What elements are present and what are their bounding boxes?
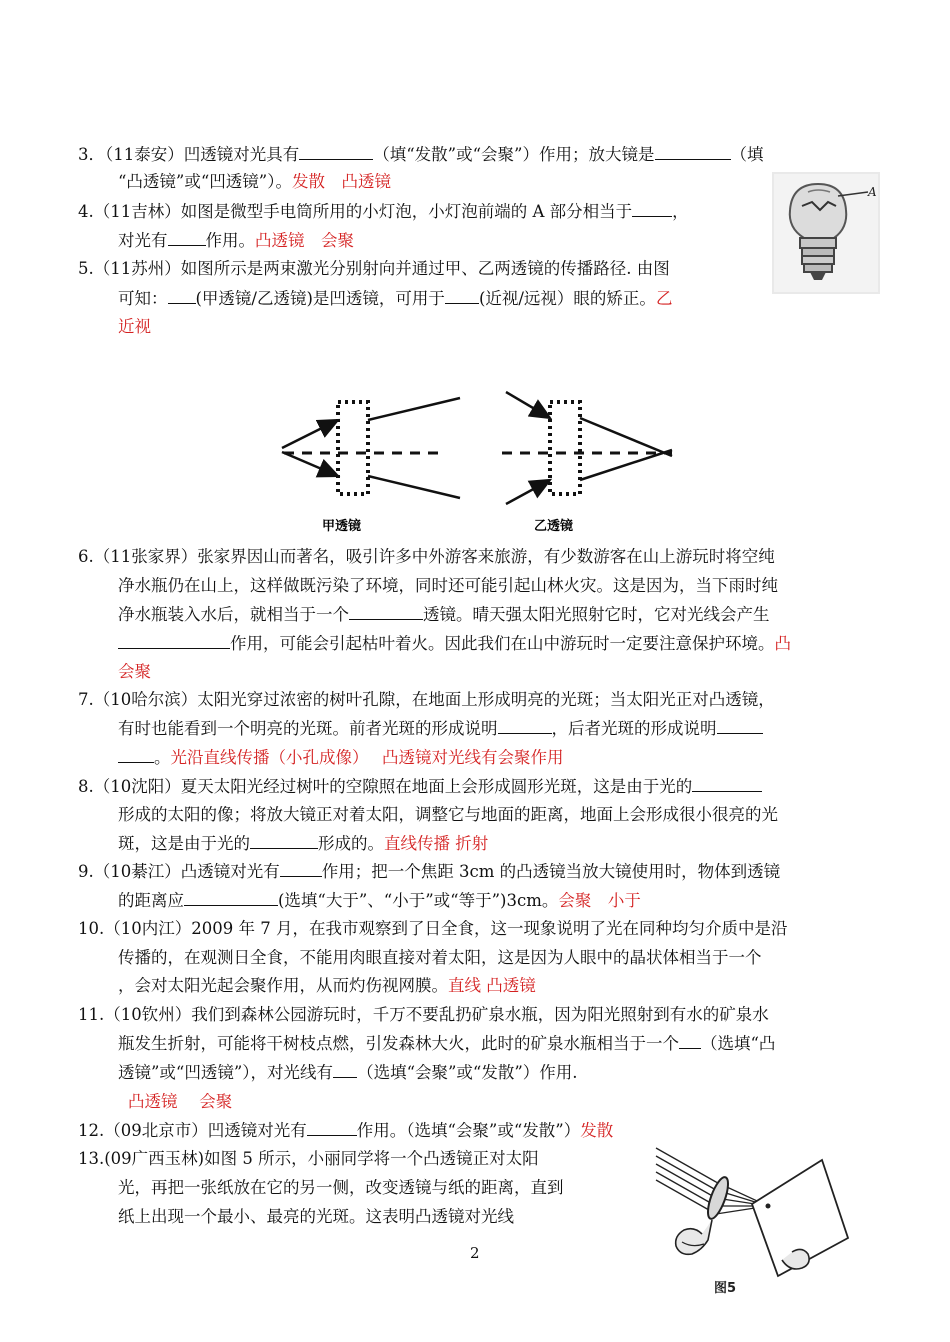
q6-number: 6. [78, 547, 94, 566]
q13-line-2: 光，再把一张纸放在它的另一侧，改变透镜与纸的距离，直到 [118, 1178, 564, 1197]
q8-blank-2[interactable] [250, 831, 318, 849]
q4-blank-2[interactable] [168, 228, 206, 246]
q11-blank-1[interactable] [679, 1031, 701, 1049]
q12-answer: 发散 [580, 1121, 614, 1140]
q13-number: 13. [78, 1149, 105, 1168]
figure-5-lens-paper [652, 1142, 862, 1300]
q6-line-4: 作用，可能会引起枯叶着火。因此我们在山中游玩时一定要注意保护环境。凸 [118, 631, 791, 656]
q13-line-3: 纸上出现一个最小、最亮的光斑。这表明凸透镜对光线 [118, 1207, 514, 1226]
q11-line-3: 透镜”或“凹透镜”），对光线有 （选填“会聚”或“发散”）作用. [118, 1060, 578, 1085]
q6-blank-1[interactable] [349, 602, 423, 620]
q8-answer: 直线传播 折射 [384, 834, 489, 853]
q4-blank-1[interactable] [632, 199, 672, 217]
q7-number: 7. [78, 690, 94, 709]
q12-blank-1[interactable] [307, 1118, 357, 1136]
q8-line-3: 斑，这是由于光的 形成的。直线传播 折射 [118, 831, 488, 856]
q3-answer: 发散 凸透镜 [292, 172, 391, 191]
q5-blank-2[interactable] [445, 286, 479, 304]
q7-blank-2[interactable] [717, 716, 763, 734]
q3-line-2: “凸透镜”或“凹透镜”）。发散 凸透镜 [118, 172, 391, 191]
q10-line-2: 传播的，在观测日全食，不能用肉眼直接对着太阳，这是因为人眼中的晶状体相当于一个 [118, 948, 762, 967]
q3-number: 3． [78, 145, 105, 164]
q9-blank-1[interactable] [280, 859, 322, 877]
q10-number: 10. [78, 919, 105, 938]
q6-blank-2[interactable] [118, 631, 230, 649]
q5-number: 5. [78, 259, 94, 278]
q4-number: 4. [78, 202, 94, 221]
q10-answer: 直线 凸透镜 [448, 976, 536, 995]
q8-number: 8. [78, 777, 94, 796]
q11-line-4 [128, 1090, 232, 1114]
q11-blank-2[interactable] [333, 1060, 357, 1078]
q5-answer-2: 近视 [118, 317, 151, 336]
q11-number: 11. [78, 1005, 105, 1024]
page-number: 2 [470, 1244, 480, 1262]
q11-line-2: 瓶发生折射，可能将干树枝点燃，引发森林大火，此时的矿泉水瓶相当于一个 （选填“凸 [118, 1031, 775, 1056]
q10-line-3: ，会对太阳光起会聚作用，从而灼伤视网膜。直线 凸透镜 [118, 976, 536, 995]
q6-answer-1: 凸 [774, 634, 791, 653]
q7-blank-1[interactable] [498, 716, 552, 734]
q7-line-3: 。光沿直线传播（小孔成像） 凸透镜对光线有会聚作用 [118, 745, 564, 770]
bulb-figure [772, 172, 880, 294]
q6-line-1: 6.（11张家界）张家界因山而著名，吸引许多中外游客来旅游，有少数游客在山上游玩时将空纯 [78, 547, 775, 566]
q12-number: 12. [78, 1121, 105, 1140]
q6-line-2: 净水瓶仍在山上，这样做既污染了环境，同时还可能引起山林火灾。这是因为，当下雨时纯 [118, 576, 778, 595]
q9-blank-2[interactable] [184, 888, 278, 906]
q11-line-1: 11.（10钦州）我们到森林公园游玩时，千万不要乱扔矿泉水瓶，因为阳光照射到有水的矿泉水 [78, 1005, 769, 1024]
q5-blank-1[interactable] [168, 286, 196, 304]
q3-line-1: 3．（11泰安）凹透镜对光具有 （填“发散”或“会聚”）作用；放大镜是 （填 [78, 142, 764, 167]
q3-blank-1[interactable] [299, 142, 373, 160]
q7-blank-3[interactable] [118, 745, 154, 763]
q3-blank-2[interactable] [655, 142, 731, 160]
q7-line-2: 有时也能看到一个明亮的光斑。前者光斑的形成说明 ，后者光斑的形成说明 [118, 716, 763, 741]
q7-line-1: 7.（10哈尔滨）太阳光穿过浓密的树叶孔隙，在地面上形成明亮的光斑；当太阳光正对凸透镜， [78, 690, 775, 709]
q13-line-1: 13.(09广西玉林)如图 5 所示，小丽同学将一个凸透镜正对太阳 [78, 1149, 539, 1168]
q9-number: 9. [78, 862, 94, 881]
q10-line-1: 10.（10内江）2009 年 7 月，在我市观察到了日全食，这一现象说明了光在同种均匀介质中是沿 [78, 919, 788, 938]
lens-right [502, 392, 672, 534]
lens-left [282, 398, 460, 534]
q5-line-3 [118, 315, 151, 339]
q9-answer: 会聚 小于 [558, 891, 641, 910]
figure-5-caption: 图5 [714, 1281, 737, 1296]
q11-answer: 凸透镜 会聚 [128, 1092, 233, 1111]
q12-line-1: 12.（09北京市）凹透镜对光有 作用。（选填“会聚”或“发散”）发散 [78, 1118, 613, 1143]
q5-answer-1: 乙 [655, 289, 673, 308]
q5-line-1: 5.（11苏州）如图所示是两束激光分别射向并通过甲、乙两透镜的传播路径. 由图 [78, 259, 670, 278]
q8-line-2: 形成的太阳的像；将放大镜正对着太阳，调整它与地面的距离，地面上会形成很小很亮的光 [118, 805, 778, 824]
q5-line-2: 可知： (甲透镜/乙透镜)是凹透镜，可用于 (近视/远视）眼的矫正。乙 [118, 286, 672, 311]
q4-line-2: 对光有 作用。凸透镜 会聚 [118, 228, 354, 253]
q6-line-5 [118, 660, 151, 684]
caption-right-lens: 乙透镜 [534, 519, 574, 534]
q7-answer: 光沿直线传播（小孔成像） 凸透镜对光线有会聚作用 [170, 748, 564, 767]
q9-line-1: 9.（10綦江）凸透镜对光有 作用；把一个焦距 3cm 的凸透镜当放大镜使用时，物体到透镜 [78, 859, 780, 884]
bulb-label-a: A [868, 185, 877, 199]
caption-left-lens: 甲透镜 [322, 519, 362, 534]
q8-blank-1[interactable] [692, 774, 762, 792]
lens-diagram [270, 380, 690, 540]
q8-line-1: 8.（10沈阳）夏天太阳光经过树叶的空隙照在地面上会形成圆形光斑，这是由于光的 [78, 774, 762, 799]
q9-line-2: 的距离应 (选填“大于”、“小于”或“等于”)3cm。会聚 小于 [118, 888, 641, 913]
q6-answer-2: 会聚 [118, 662, 151, 681]
q4-answer: 凸透镜 会聚 [255, 231, 354, 250]
q6-line-3: 净水瓶装入水后，就相当于一个 透镜。晴天强太阳光照射它时，它对光线会产生 [118, 602, 770, 627]
q4-line-1: 4.（11吉林）如图是微型手电筒所用的小灯泡，小灯泡前端的 A 部分相当于 ， [78, 199, 689, 224]
